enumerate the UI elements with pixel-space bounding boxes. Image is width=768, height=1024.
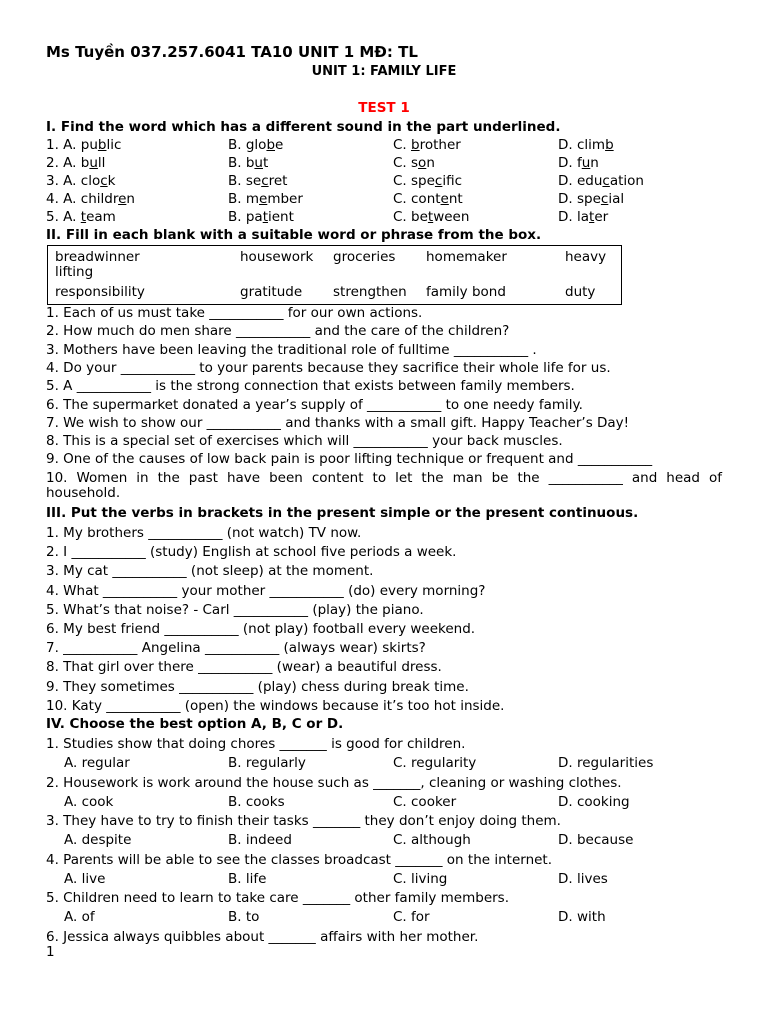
unit-title: UNIT 1: FAMILY LIFE bbox=[311, 64, 457, 79]
section4-question: 1. Studies show that doing chores _______ is good for children. bbox=[46, 736, 466, 752]
option-c: C. living bbox=[393, 870, 448, 887]
underlined-letters: b bbox=[97, 137, 107, 153]
underlined-letters: c bbox=[261, 173, 269, 189]
option-a: A. despite bbox=[64, 832, 132, 848]
option-c bbox=[393, 172, 462, 190]
section2-item: 2. How much do men share ___________ and the care of the children? bbox=[46, 323, 510, 340]
option-b-word: B. globe bbox=[228, 137, 284, 153]
word-box-item: housework bbox=[240, 249, 314, 265]
section2-item: 3. Mothers have been leaving the traditional role of fulltime ___________ . bbox=[46, 341, 537, 358]
underlined-letters: e bbox=[259, 191, 268, 207]
option-d bbox=[558, 208, 608, 226]
page-number: 1 bbox=[46, 944, 55, 960]
word-box bbox=[47, 245, 622, 305]
option-c bbox=[393, 136, 461, 154]
option-c: C. although bbox=[393, 832, 471, 848]
underlined-letters: o bbox=[418, 155, 427, 171]
underlined-letters: c bbox=[434, 173, 443, 189]
section2-item: 6. The supermarket donated a year’s supply of ___________ to one needy family. bbox=[46, 396, 583, 413]
option-c: C. regularity bbox=[393, 755, 477, 771]
underlined-letters: e bbox=[118, 191, 127, 207]
word-box-item: responsibility bbox=[55, 284, 145, 300]
option-a-word: children bbox=[80, 191, 135, 207]
underlined-letters: u bbox=[254, 155, 263, 171]
section3-item: 6. My best friend ___________ (not play) football every weekend. bbox=[46, 621, 476, 637]
underlined-letters: t bbox=[262, 209, 268, 225]
word-box-item: strengthen bbox=[333, 284, 407, 300]
option-d: D. regularities bbox=[558, 755, 654, 771]
underlined-letters: t bbox=[80, 209, 87, 225]
option-c-word: C. son bbox=[393, 155, 435, 171]
option-a: A. live bbox=[64, 870, 106, 887]
underlined-letters: b bbox=[266, 137, 276, 153]
option-b: B. to bbox=[228, 909, 260, 925]
section3-item: 8. That girl over there ___________ (wear) a beautiful dress. bbox=[46, 659, 442, 676]
option-b: B. indeed bbox=[228, 832, 292, 848]
section2-item-10-cont: household. bbox=[46, 485, 121, 501]
word-box-item: homemaker bbox=[426, 249, 507, 265]
option-b: B. life bbox=[228, 870, 267, 887]
option-d-word: D. special bbox=[558, 191, 625, 207]
option-a-word: clock bbox=[80, 173, 116, 189]
option-b bbox=[228, 154, 268, 172]
test-title: TEST 1 bbox=[358, 100, 410, 116]
option-a: A. of bbox=[64, 909, 95, 925]
option-c bbox=[393, 190, 463, 208]
section2-item-10: 10. Women in the past have been content to let the man be the ___________ and head of bbox=[46, 470, 722, 486]
word-box-item: family bond bbox=[426, 284, 506, 300]
word-box-item: heavy bbox=[565, 249, 607, 265]
section2-title: II. Fill in each blank with a suitable word or phrase from the box. bbox=[46, 227, 542, 243]
option-a-word: team bbox=[80, 209, 116, 225]
section2-item: 4. Do your ___________ to your parents because they sacrifice their whole life for us. bbox=[46, 359, 611, 376]
section4-question: 2. Housework is work around the house such as _______, cleaning or washing clothes. bbox=[46, 774, 622, 791]
option-c: C. for bbox=[393, 909, 430, 925]
section4-question: 3. They have to try to finish their tasks _______ they don’t enjoy doing them. bbox=[46, 813, 561, 829]
option-a: 1. A. public bbox=[46, 137, 122, 153]
option-a-word: public bbox=[80, 137, 122, 153]
option-a: 5. A. team bbox=[46, 209, 116, 225]
option-c-word: C. between bbox=[393, 209, 470, 225]
section3-item: 9. They sometimes ___________ (play) chess during break time. bbox=[46, 678, 469, 695]
option-d: D. because bbox=[558, 832, 634, 848]
option-a: 4. A. children bbox=[46, 191, 135, 207]
option-c-word: C. brother bbox=[393, 137, 461, 153]
section4-question: 4. Parents will be able to see the classes broadcast _______ on the internet. bbox=[46, 851, 553, 868]
word-box-item: gratitude bbox=[240, 284, 303, 300]
underlined-letters: b bbox=[411, 137, 420, 153]
option-b-word: B. patient bbox=[228, 209, 294, 225]
word-box-item: lifting bbox=[55, 264, 94, 280]
underlined-letters: c bbox=[602, 173, 610, 189]
underlined-letters: t bbox=[589, 209, 595, 225]
section3-item: 10. Katy ___________ (open) the windows because it’s too hot inside. bbox=[46, 697, 505, 714]
option-a: A. regular bbox=[64, 755, 130, 771]
underlined-letters: b bbox=[605, 137, 614, 153]
option-b bbox=[228, 136, 283, 154]
underlined-letters: e bbox=[440, 191, 449, 207]
section4-title: IV. Choose the best option A, B, C or D. bbox=[46, 716, 344, 732]
section2-item: 9. One of the causes of low back pain is poor lifting technique or frequent and ___________ bbox=[46, 451, 653, 468]
section2-item: 8. This is a special set of exercises which will ___________ your back muscles. bbox=[46, 433, 563, 450]
option-b: B. regularly bbox=[228, 755, 306, 771]
option-b-word: B. member bbox=[228, 191, 303, 207]
section1-title: I. Find the word which has a different sound in the part underlined. bbox=[46, 119, 561, 135]
option-d bbox=[558, 136, 614, 154]
underlined-letters: c bbox=[600, 191, 609, 207]
option-a: 3. A. clock bbox=[46, 173, 116, 189]
option-c bbox=[393, 208, 469, 226]
option-d-word: D. climb bbox=[558, 137, 614, 153]
section3-item: 5. What’s that noise? - Carl ___________ (play) the piano. bbox=[46, 601, 424, 618]
underlined-letters: u bbox=[89, 155, 98, 171]
section2-item: 1. Each of us must take ___________ for our own actions. bbox=[46, 305, 423, 321]
underlined-letters: u bbox=[581, 155, 591, 171]
section3-item: 4. What ___________ your mother ___________ (do) every morning? bbox=[46, 582, 486, 599]
word-box-item: groceries bbox=[333, 249, 396, 265]
option-d bbox=[558, 190, 624, 208]
section3-item: 1. My brothers ___________ (not watch) TV now. bbox=[46, 525, 362, 541]
word-box-item: duty bbox=[565, 284, 596, 300]
section3-item: 3. My cat ___________ (not sleep) at the moment. bbox=[46, 563, 374, 580]
section2-item: 7. We wish to show our ___________ and thanks with a small gift. Happy Teacher’s Day! bbox=[46, 414, 630, 431]
option-c: C. cooker bbox=[393, 793, 457, 810]
option-c-word: C. content bbox=[393, 191, 463, 207]
option-b: B. cooks bbox=[228, 793, 285, 810]
option-a: A. cook bbox=[64, 793, 114, 810]
option-c-word: C. specific bbox=[393, 173, 463, 189]
underlined-letters: c bbox=[100, 173, 108, 189]
section3-title: III. Put the verbs in brackets in the present simple or the present continuous. bbox=[46, 505, 639, 521]
section2-item: 5. A ___________ is the strong connection that exists between family members. bbox=[46, 378, 575, 395]
option-b-word: B. secret bbox=[228, 173, 288, 189]
underlined-letters: t bbox=[427, 209, 434, 225]
option-d-word: D. education bbox=[558, 173, 644, 189]
option-b bbox=[228, 172, 287, 190]
option-a: 2. A. bull bbox=[46, 155, 106, 171]
option-a-word: bull bbox=[80, 155, 106, 171]
option-d: D. lives bbox=[558, 870, 608, 887]
header-line: Ms Tuyền 037.257.6041 TA10 UNIT 1 MĐ: TL bbox=[46, 43, 418, 61]
option-d: D. with bbox=[558, 909, 606, 925]
option-b bbox=[228, 190, 303, 208]
section3-item: 2. I ___________ (study) English at school five periods a week. bbox=[46, 544, 457, 561]
option-b bbox=[228, 208, 294, 226]
option-d: D. cooking bbox=[558, 793, 630, 810]
section4-question: 5. Children need to learn to take care _______ other family members. bbox=[46, 890, 509, 906]
option-d-word: D. fun bbox=[558, 155, 599, 171]
option-d-word: D. later bbox=[558, 209, 609, 225]
option-d bbox=[558, 154, 599, 172]
section4-question-6: 6. Jessica always quibbles about _______ affairs with her mother. bbox=[46, 929, 479, 945]
option-b-word: B. but bbox=[228, 155, 269, 171]
section3-item: 7. ___________ Angelina ___________ (always wear) skirts? bbox=[46, 640, 426, 657]
word-box-item: breadwinner bbox=[55, 249, 140, 265]
option-c bbox=[393, 154, 435, 172]
option-d bbox=[558, 172, 644, 190]
